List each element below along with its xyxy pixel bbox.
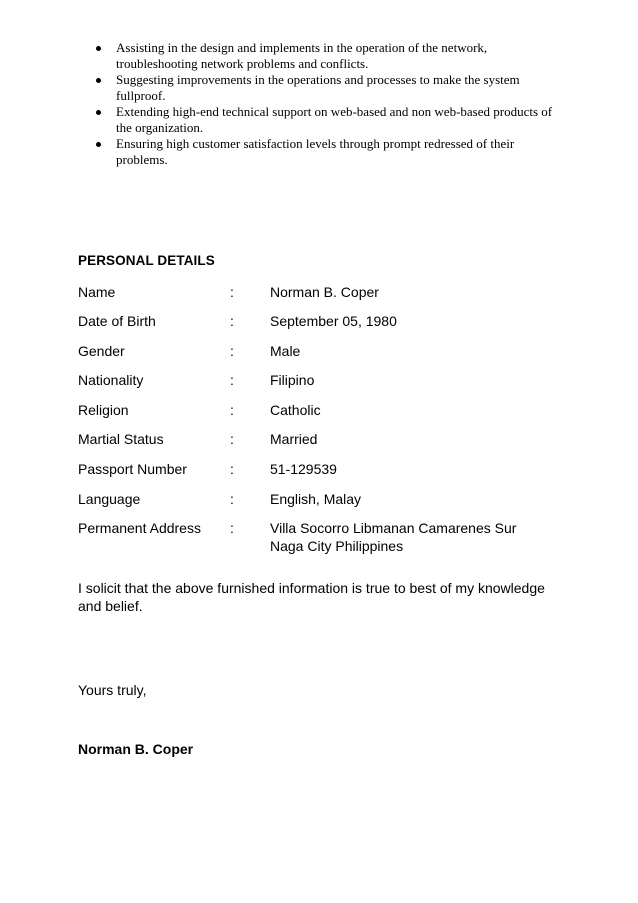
detail-label: Language xyxy=(78,491,141,507)
detail-row-language xyxy=(78,490,578,508)
detail-label: Martial Status xyxy=(78,431,164,447)
declaration-text: I solicit that the above furnished information is true to best of my knowledge and belief. xyxy=(78,580,545,614)
detail-row-date-of-birth xyxy=(78,312,578,330)
detail-label: Passport Number xyxy=(78,461,187,477)
responsibility-item xyxy=(94,104,564,136)
responsibility-text: Assisting in the design and implements in the operation of the network, troubleshooting network problems and conflicts. xyxy=(116,40,488,71)
detail-value: 51-129539 xyxy=(270,461,337,477)
responsibility-text: Suggesting improvements in the operations and processes to make the system fullproof. xyxy=(116,72,520,103)
detail-value: English, Malay xyxy=(270,491,362,507)
detail-separator: : xyxy=(230,284,234,300)
responsibility-item xyxy=(94,136,564,168)
detail-value: Male xyxy=(270,343,301,359)
personal-details-heading: PERSONAL DETAILS xyxy=(78,253,215,268)
detail-label: Permanent Address xyxy=(78,520,201,536)
responsibility-text: Ensuring high customer satisfaction levels through prompt redressed of their problems. xyxy=(116,136,515,167)
detail-separator: : xyxy=(230,343,234,359)
responsibility-item xyxy=(94,72,564,104)
detail-separator: : xyxy=(230,402,234,418)
responsibility-item xyxy=(94,40,564,72)
responsibilities-list xyxy=(94,40,564,168)
detail-value: Married xyxy=(270,431,318,447)
bullet-icon xyxy=(96,142,101,147)
detail-row-religion xyxy=(78,401,578,419)
detail-label: Name xyxy=(78,284,116,300)
closing-text: Yours truly, xyxy=(78,682,147,698)
detail-separator: : xyxy=(230,431,234,447)
detail-row-passport-number xyxy=(78,460,578,478)
detail-value: Norman B. Coper xyxy=(270,284,379,300)
detail-value: Villa Socorro Libmanan Camarenes Sur xyxy=(270,520,517,536)
detail-row-permanent-address xyxy=(78,519,578,555)
responsibility-text: Extending high-end technical support on web-based and non web-based products of the organization. xyxy=(116,104,553,135)
detail-label: Gender xyxy=(78,343,125,359)
detail-value: Filipino xyxy=(270,372,315,388)
bullet-icon xyxy=(96,78,101,83)
detail-separator: : xyxy=(230,461,234,477)
detail-label: Nationality xyxy=(78,372,144,388)
detail-value-line2: Naga City Philippines xyxy=(270,538,404,554)
detail-label: Date of Birth xyxy=(78,313,156,329)
detail-separator: : xyxy=(230,520,234,536)
detail-row-gender xyxy=(78,342,578,360)
detail-separator: : xyxy=(230,372,234,388)
detail-label: Religion xyxy=(78,402,129,418)
detail-row-name xyxy=(78,283,578,301)
bullet-icon xyxy=(96,46,101,51)
detail-separator: : xyxy=(230,313,234,329)
bullet-icon xyxy=(96,110,101,115)
signature-name: Norman B. Coper xyxy=(78,741,194,757)
detail-row-marital-status xyxy=(78,430,578,448)
detail-value: September 05, 1980 xyxy=(270,313,397,329)
detail-separator: : xyxy=(230,491,234,507)
detail-value: Catholic xyxy=(270,402,321,418)
detail-row-nationality xyxy=(78,371,578,389)
